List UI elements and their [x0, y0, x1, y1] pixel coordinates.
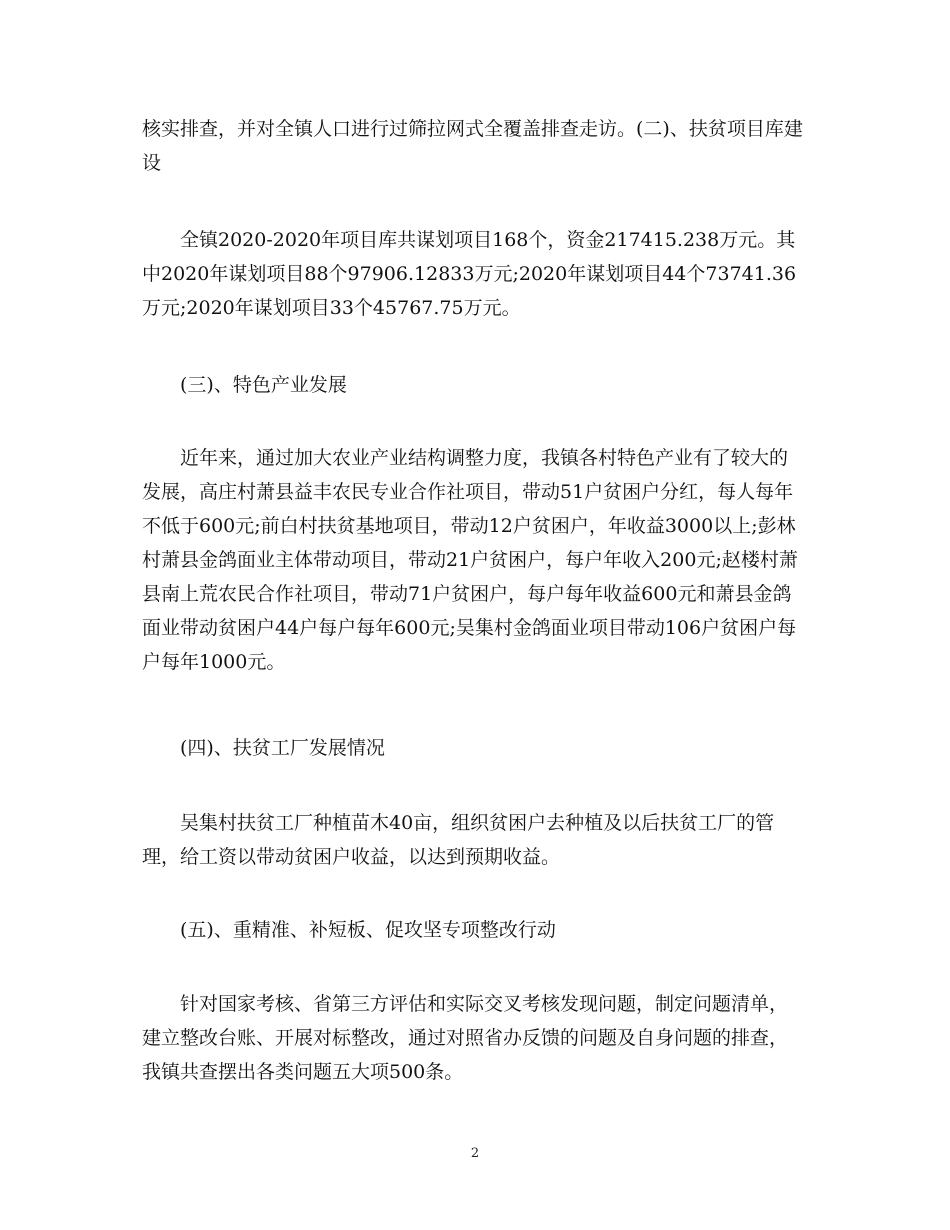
paragraph-project-library: 全镇2020-2020年项目库共谋划项目168个，资金217415.238万元。其中2020年谋划项目88个97906.12833万元;2020年谋划项目44个73741.36万元;2020年谋划项目33个45767.75万元。 — [142, 229, 797, 319]
paragraph-featured-industry: 近年来，通过加大农业产业结构调整力度，我镇各村特色产业有了较大的发展，高庄村萧县益丰农民专业合作社项目，带动51户贫困户分红，每人每年不低于600元;前白村扶贫基地项目，带动12户贫困户，年收益3000以上;彭林村萧县金鸽面业主体带动项目，带动21户贫困户，每户年收入200元;赵楼村萧县南上荒农民合作社项目，带动71户贫困户，每户每年收益600元和萧县金鸽面业带动贫困户44户每户每年600元;吴集村金鸽面业项目带动106户贫困户每户每年1000元。 — [142, 447, 798, 673]
paragraph-poverty-factory: 吴集村扶贫工厂种植苗木40亩，组织贫困户去种植及以后扶贫工厂的管理，给工资以带动贫困户收益，以达到预期收益。 — [142, 812, 775, 868]
page-number: 2 — [470, 1146, 480, 1161]
heading-section-4: (四)、扶贫工厂发展情况 — [180, 737, 385, 759]
heading-section-3: (三)、特色产业发展 — [180, 374, 347, 396]
paragraph-rectification: 针对国家考核、省第三方评估和实际交叉考核发现问题，制定问题清单，建立整改台账、开展对标整改，通过对照省办反馈的问题及自身问题的排查，我镇共查摆出各类问题五大项500条。 — [142, 993, 789, 1083]
paragraph-continuation: 核实排查，并对全镇人口进行过筛拉网式全覆盖排查走访。(二)、扶贫项目库建设 — [142, 118, 803, 174]
heading-section-5: (五)、重精准、补短板、促攻坚专项整改行动 — [180, 919, 556, 941]
